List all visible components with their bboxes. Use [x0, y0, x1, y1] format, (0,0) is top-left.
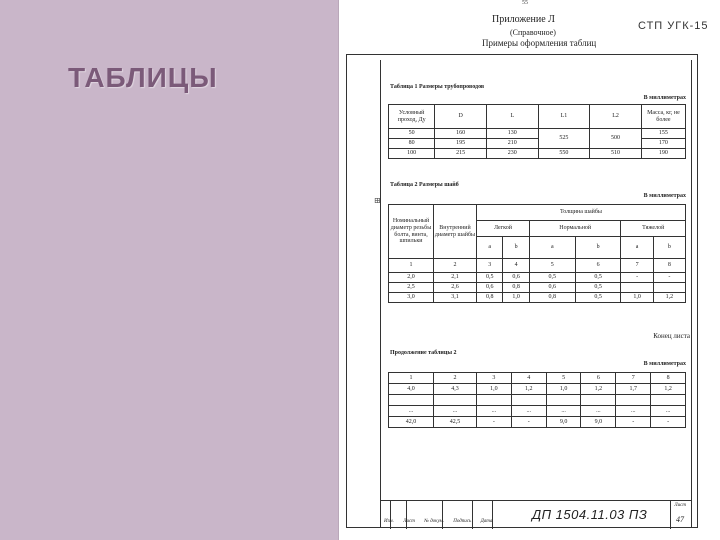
t1-header-cell: L2: [590, 105, 642, 129]
left-panel: [0, 0, 338, 540]
t2-cell: 0,5: [575, 283, 621, 293]
t1-cell: 550: [538, 149, 590, 159]
t1-cell: 100: [389, 149, 435, 159]
t2c-cell: 9,0: [546, 417, 581, 428]
table1-title: Таблица 1 Размеры трубопроводов: [390, 84, 485, 90]
appendix-caption: Примеры оформления таблиц: [482, 38, 597, 48]
t2-cell: 2,5: [389, 283, 434, 293]
t2c-cell: 4,0: [389, 384, 434, 395]
t2c-cell: [581, 395, 616, 406]
t2c-num: 6: [581, 373, 616, 384]
t2c-cell: 9,0: [581, 417, 616, 428]
t2c-cell: [477, 395, 512, 406]
t2c-num: 3: [477, 373, 512, 384]
t2c-cell: [546, 395, 581, 406]
t1-header-cell: D: [435, 105, 487, 129]
t2-cell: 0,5: [529, 273, 575, 283]
t1-cell: 210: [486, 139, 538, 149]
t2-cell: 0,5: [575, 273, 621, 283]
t2-letter: b: [503, 237, 529, 259]
t2-cell: 0,8: [477, 293, 503, 303]
t2-cell: 0,8: [529, 293, 575, 303]
t2-cell: [621, 283, 653, 293]
document-page: [342, 0, 720, 540]
stamp-label: Лист: [403, 519, 415, 524]
t1-header-cell: Масса, кг, не более: [641, 105, 685, 129]
t2c-cell: 42,5: [434, 417, 477, 428]
t2-num: 5: [529, 259, 575, 273]
t2c-num: 4: [511, 373, 546, 384]
t2-cell: 2,6: [434, 283, 477, 293]
t2c-num: 8: [651, 373, 686, 384]
t1-cell-merged: 500: [590, 129, 642, 149]
table2: [388, 204, 686, 303]
table2-units: В миллиметрах: [643, 193, 686, 199]
t2-num: 3: [477, 259, 503, 273]
t2-cell: 3,0: [389, 293, 434, 303]
t1-cell: 155: [641, 129, 685, 139]
table2-continuation: [388, 372, 686, 428]
t2c-cell: 1,0: [477, 384, 512, 395]
t2-cell: 1,2: [653, 293, 685, 303]
table1: [388, 104, 686, 159]
t2-cell: 2,1: [434, 273, 477, 283]
t2-cell: 0,5: [575, 293, 621, 303]
t1-cell: 190: [641, 149, 685, 159]
t2c-cell: -: [477, 417, 512, 428]
page-number: 55: [522, 0, 528, 6]
t2-cell: [653, 283, 685, 293]
t2-letter: b: [653, 237, 685, 259]
t1-cell: 130: [486, 129, 538, 139]
t2c-cell: 1,2: [511, 384, 546, 395]
stamp-label: № докум.: [424, 519, 444, 524]
t2-num: 2: [434, 259, 477, 273]
t2-cell: 2,0: [389, 273, 434, 283]
t2-letter: a: [529, 237, 575, 259]
t2-cell: 0,5: [477, 273, 503, 283]
t2-cell: 0,6: [477, 283, 503, 293]
table1-units: В миллиметрах: [643, 95, 686, 101]
t2-num: 7: [621, 259, 653, 273]
t2c-cell: -: [616, 417, 651, 428]
t1-cell: 510: [590, 149, 642, 159]
t2-header-inner: Внутренний диаметр шайбы: [434, 205, 477, 259]
t1-cell: 160: [435, 129, 487, 139]
t2-cell: -: [621, 273, 653, 283]
t2-header-thickness: Толщина шайбы: [477, 205, 686, 221]
stamp-label: Изм.: [384, 519, 394, 524]
t1-cell-merged: 525: [538, 129, 590, 149]
t2c-cell: ...: [511, 406, 546, 417]
t2c-cell: 1,7: [616, 384, 651, 395]
stamp-labels: [384, 519, 500, 524]
t2-cell: -: [653, 273, 685, 283]
t2c-cell: [651, 395, 686, 406]
t2c-cell: ...: [477, 406, 512, 417]
t2-cell: 0,8: [503, 283, 529, 293]
stamp-document-code: ДП 1504.11.03 ПЗ: [532, 507, 648, 522]
t2c-cell: ...: [651, 406, 686, 417]
t2c-cell: [389, 395, 434, 406]
t1-cell: 215: [435, 149, 487, 159]
t2-num: 1: [389, 259, 434, 273]
t1-cell: 195: [435, 139, 487, 149]
table2-cont-title: Продолжение таблицы 2: [390, 350, 457, 356]
t2-sub-normal: Нормальной: [529, 221, 621, 237]
t2-cell: 1,0: [621, 293, 653, 303]
t2-letter: a: [477, 237, 503, 259]
title-block-stamp: [380, 500, 692, 528]
t2-cell: 0,6: [503, 273, 529, 283]
stamp-label: Дата: [480, 519, 493, 524]
appendix-subtitle: (Справочное): [510, 28, 556, 37]
t2c-cell: [511, 395, 546, 406]
document-code: СТП УГК-15: [638, 20, 709, 32]
slide-title: ТАБЛИЦЫ: [68, 62, 218, 93]
t2c-cell: ...: [581, 406, 616, 417]
continuation-label: Конец листа: [653, 332, 690, 340]
table-marker-icon: ⊞: [374, 196, 381, 205]
t2-letter: b: [575, 237, 621, 259]
t2-num: 4: [503, 259, 529, 273]
t1-cell: 230: [486, 149, 538, 159]
appendix-title: Приложение Л: [492, 14, 555, 25]
t2-sub-heavy: Тяжелой: [621, 221, 686, 237]
t2c-num: 1: [389, 373, 434, 384]
t2c-cell: ...: [546, 406, 581, 417]
t2c-cell: -: [651, 417, 686, 428]
stamp-sheet-label: Лист: [674, 503, 686, 508]
table2-title: Таблица 2 Размеры шайб: [390, 182, 459, 188]
stamp-sheet-number: 47: [676, 515, 684, 524]
t2c-cell: 4,3: [434, 384, 477, 395]
t1-cell: 80: [389, 139, 435, 149]
t2-cell: 3,1: [434, 293, 477, 303]
t2c-cell: 1,2: [581, 384, 616, 395]
t1-header-cell: L: [486, 105, 538, 129]
t1-cell: 50: [389, 129, 435, 139]
t2-num: 8: [653, 259, 685, 273]
t2-sub-light: Легкой: [477, 221, 530, 237]
t2-header-nominal: Номинальный диаметр резьбы болта, винта, шпильки: [389, 205, 434, 259]
t2c-num: 7: [616, 373, 651, 384]
t2c-num: 2: [434, 373, 477, 384]
t2c-cell: 1,2: [651, 384, 686, 395]
t2c-cell: ...: [616, 406, 651, 417]
t1-header-cell: L1: [538, 105, 590, 129]
t2c-cell: 42,0: [389, 417, 434, 428]
t2c-cell: 1,0: [546, 384, 581, 395]
t2c-cell: -: [511, 417, 546, 428]
t2-letter: a: [621, 237, 653, 259]
t2-cell: 0,6: [529, 283, 575, 293]
t2c-num: 5: [546, 373, 581, 384]
t1-cell: 170: [641, 139, 685, 149]
t2c-cell: ...: [434, 406, 477, 417]
stamp-label: Подпись: [453, 519, 472, 524]
t1-header-cell: Условный проход, Ду: [389, 105, 435, 129]
table2-cont-units: В миллиметрах: [643, 361, 686, 367]
t2c-cell: [434, 395, 477, 406]
t2c-cell: ...: [389, 406, 434, 417]
t2-num: 6: [575, 259, 621, 273]
t2-cell: 1,0: [503, 293, 529, 303]
t2c-cell: [616, 395, 651, 406]
